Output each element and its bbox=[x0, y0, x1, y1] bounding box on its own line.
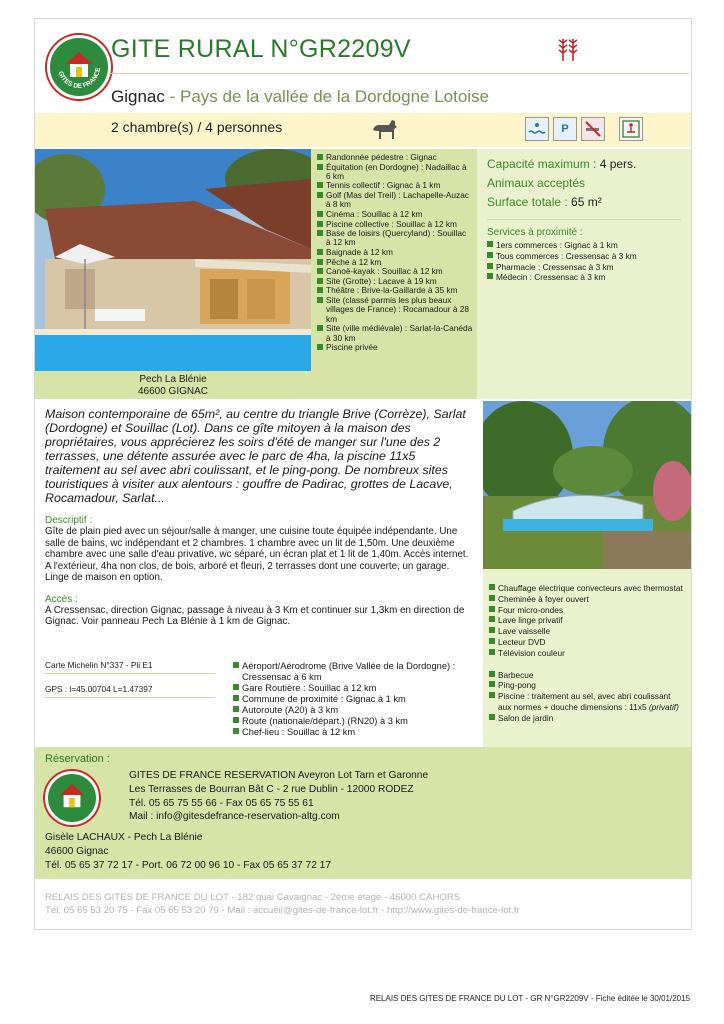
list-item: Barbecue bbox=[489, 670, 685, 681]
accessibility-icon bbox=[619, 117, 643, 141]
list-item: Randonnée pédestre : Gignac bbox=[317, 153, 473, 162]
map-info bbox=[45, 657, 215, 698]
pets-allowed-icon bbox=[369, 118, 399, 142]
descriptif-text: Gîte de plain pied avec un séjour/salle à manger, une cuisine toute équipée indépendante. Une salle de bains, wc indépendant et 2 chambres. 1 chambre avec un lit de 1,50m. Une deuxième chambre avec une salle d'eau privative, wc séparé, un écran plat et 1 lit de 1,40m. Accès internet. A l'extérieur, 4ha non clos, de bois, arboré et fleuri, 2 terrasses dont une couverte, un garage. Linge de maison en option. bbox=[45, 526, 469, 583]
gps-coordinates: GPS : l=45.00704 L=1.47397 bbox=[45, 674, 215, 698]
description-section bbox=[45, 407, 469, 638]
list-item: Lave vaisselle bbox=[489, 626, 685, 637]
relais-contact-links[interactable]: Tél. 05 65 53 20 75 - Fax 05 65 53 20 79 - Mail : accueil@gites-de-france-lot.fr - http://www.gites-de-france-lot.fr bbox=[45, 905, 520, 916]
divider bbox=[487, 219, 681, 220]
total-surface: Surface totale : 65 m² bbox=[487, 195, 602, 209]
list-item: Route (nationale/départ.) (RN20) à 3 km bbox=[233, 716, 473, 727]
list-item: Piscine : traitement au sel, avec abri coulissant aux normes + douche dimensions : 11x5 (privatif) bbox=[489, 691, 685, 713]
agency-contact: GITES DE FRANCE RESERVATION Aveyron Lot Tarn et Garonne Les Terrasses de Bourran Bât C - 2 rue Dublin - 12000 RODEZ Tél. 05 65 75 55 66 - Fax 05 65 75 55 61 Mail : info@gitesdefrance-reservation-altg.com bbox=[129, 770, 429, 823]
list-item: Pharmacie : Cressensac à 3 km bbox=[487, 262, 681, 273]
list-item: Lave linge privatif bbox=[489, 615, 685, 626]
agency-email-link[interactable]: Mail : info@gitesdefrance-reservation-altg.com bbox=[129, 811, 340, 823]
overview-row bbox=[35, 149, 691, 399]
house-address: Pech La Blénie 46600 GIGNAC bbox=[35, 371, 311, 399]
list-item: Télévision couleur bbox=[489, 648, 685, 659]
reservation-title: Réservation : bbox=[45, 753, 110, 765]
page-footer: RELAIS DES GITES DE FRANCE DU LOT - GR N°GR2209V - Fiche éditée le 30/01/2015 bbox=[369, 994, 690, 1003]
page-title: GITE RURAL N°GR2209V bbox=[111, 35, 411, 63]
list-item: Four micro-ondes bbox=[489, 605, 685, 616]
acces-title: Accès : bbox=[45, 593, 78, 605]
list-item: Tous commerces : Cressensac à 3 km bbox=[487, 251, 681, 262]
list-item: Cinéma : Souillac à 12 km bbox=[317, 210, 473, 219]
house-icon bbox=[58, 782, 86, 810]
owner-contact: Gisèle LACHAUX - Pech La Blénie 46600 Gignac Tél. 05 65 37 72 17 - Port. 06 72 00 96 10 - Fax 05 65 37 72 17 bbox=[45, 832, 332, 871]
reservation-panel bbox=[35, 747, 691, 879]
list-item: Cheminée à foyer ouvert bbox=[489, 594, 685, 605]
animals-accepted: Animaux acceptés bbox=[487, 176, 586, 190]
description-lead: Maison contemporaine de 65m², au centre du triangle Brive (Corrèze), Sarlat (Dordogne) et Souillac (Lot). Dans ce gîte mitoyen à la maison des propriétaires, vous apprécierez les soirs d'été de manger sur l'une des 2 terrasses, une détente assurée avec le parc de 4ha, la piscine 11x5 traitement au sel avec abri coulissant, et le ping-pong. De nombreux sites touristiques à visiter aux alentours : gouffre de Padirac, grottes de Lacave, Rocamadour, Sarlat... bbox=[45, 407, 466, 505]
max-capacity: Capacité maximum : 4 pers. bbox=[487, 157, 637, 171]
acces-text: A Cressensac, direction Gignac, passage à niveau à 3 Km et continuer sur 1,3km en direction de Gignac. Voir panneau Pech La Blénie à 1 km de Gignac. bbox=[45, 604, 465, 627]
svg-text:GITES DE FRANCE: GITES DE FRANCE bbox=[56, 67, 103, 91]
no-smoking-icon bbox=[581, 117, 605, 141]
list-item: Baignade à 12 km bbox=[317, 248, 473, 257]
house-photo bbox=[35, 149, 311, 371]
list-item: Salon de jardin bbox=[489, 713, 685, 724]
epis-rating-icon bbox=[555, 37, 581, 69]
michelin-map: Carte Michelin N°337 - Pli E1 bbox=[45, 657, 215, 674]
list-item: Tennis collectif : Gignac à 1 km bbox=[317, 181, 473, 190]
list-item: Aéroport/Aérodrome (Brive Vallée de la Dordogne) : Cressensac à 6 km bbox=[233, 661, 473, 683]
title-divider bbox=[109, 73, 689, 74]
activities-panel bbox=[311, 149, 477, 399]
location-subtitle: Gignac - Pays de la vallée de la Dordogne Lotoise bbox=[111, 87, 490, 106]
gites-de-france-logo bbox=[47, 35, 111, 99]
parking-icon: P bbox=[553, 117, 577, 141]
list-item: Base de loisirs (Quercyland) : Souillac à 12 km bbox=[317, 229, 473, 248]
pool-photo bbox=[483, 401, 691, 569]
services-title: Services à proximité : bbox=[487, 227, 583, 238]
descriptif-title: Descriptif : bbox=[45, 515, 93, 526]
list-item: Gare Routière : Souillac à 12 km bbox=[233, 683, 473, 694]
list-item: Médecin : Cressensac à 3 km bbox=[487, 272, 681, 283]
distances-list bbox=[233, 661, 473, 738]
list-item: Ping-pong bbox=[489, 680, 685, 691]
list-item: Autoroute (A20) à 3 km bbox=[233, 705, 473, 716]
list-item: Site (Grotte) : Lacave à 19 km bbox=[317, 277, 473, 286]
list-item: Commune de proximité : Gignac à 1 km bbox=[233, 694, 473, 705]
capacity-line: 2 chambre(s) / 4 personnes bbox=[111, 119, 283, 135]
list-item: Équitation (en Dordogne) : Nadaillac à 6 km bbox=[317, 163, 473, 182]
list-item: Théâtre : Brive-la-Gaillarde à 35 km bbox=[317, 286, 473, 295]
list-item: Piscine privée bbox=[317, 343, 473, 352]
list-item: Piscine collective : Souillac à 12 km bbox=[317, 220, 473, 229]
list-item: 1ers commerces : Gignac à 1 km bbox=[487, 240, 681, 251]
list-item: Chef-lieu : Souillac à 12 km bbox=[233, 727, 473, 738]
list-item: Site (classé parmis les plus beaux villages de France) : Rocamadour à 28 km bbox=[317, 296, 473, 324]
list-item: Lecteur DVD bbox=[489, 637, 685, 648]
listing-sheet bbox=[34, 18, 692, 930]
gites-de-france-logo bbox=[45, 771, 99, 825]
region-name: Pays de la vallée de la Dordogne Lotoise bbox=[179, 87, 490, 106]
place-name: Gignac bbox=[111, 87, 165, 106]
list-item: Pêche à 12 km bbox=[317, 258, 473, 267]
capacity-info-panel bbox=[477, 149, 691, 399]
list-item: Canoë-kayak : Souillac à 12 km bbox=[317, 267, 473, 276]
list-item: Site (ville médiévale) : Sarlat-la-Canéda à 30 km bbox=[317, 324, 473, 343]
amenity-icons bbox=[525, 117, 643, 141]
pool-icon bbox=[525, 117, 549, 141]
list-item: Chauffage électrique convecteurs avec thermostat bbox=[489, 583, 685, 594]
relais-footer: RELAIS DES GITES DE FRANCE DU LOT - 182 quai Cavaignac - 2ème étage - 46000 CAHORS Tél. 05 65 53 20 75 - Fax 05 65 53 20 79 - Mail : accueil@gites-de-france-lot.fr - http://www.gites-de-france-lot.fr bbox=[45, 892, 520, 916]
house-icon bbox=[64, 50, 94, 80]
equipment-panel bbox=[483, 569, 691, 747]
list-item: Golf (Mas del Treil) : Lachapelle-Auzac à 8 km bbox=[317, 191, 473, 210]
